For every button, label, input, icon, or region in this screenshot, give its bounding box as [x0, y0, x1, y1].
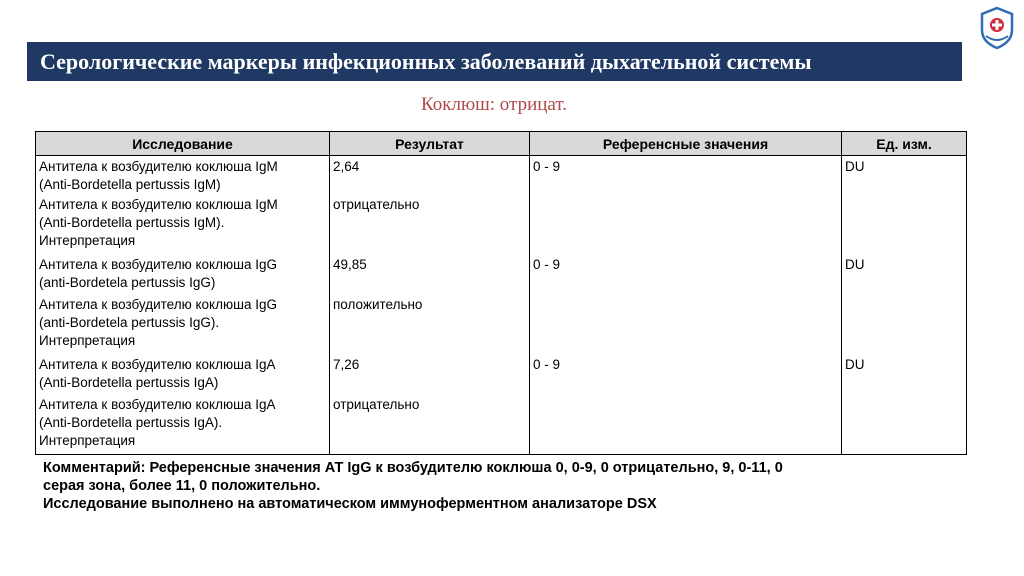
table-row [36, 394, 967, 455]
column-header-test: Исследование [36, 132, 330, 156]
result-cell: отрицательно [330, 194, 530, 254]
test-interpretation-label: Интерпретация [39, 333, 136, 348]
table-row [36, 294, 967, 354]
unit-cell [842, 194, 967, 254]
results-table [35, 131, 967, 455]
column-header-unit: Ед. изм. [842, 132, 967, 156]
test-name-latin: (Anti-Bordetella pertussis IgA). [39, 415, 223, 430]
result-cell: положительно [330, 294, 530, 354]
result-cell: 2,64 [330, 156, 530, 195]
column-header-result: Результат [330, 132, 530, 156]
reference-cell: 0 - 9 [530, 254, 842, 294]
clinic-logo-icon [978, 6, 1016, 50]
test-cell [36, 194, 330, 254]
test-name-latin: (Anti-Bordetella pertussis IgM). [39, 215, 225, 230]
table-row [36, 194, 967, 254]
reference-cell [530, 294, 842, 354]
test-name: Антитела к возбудителю коклюша IgM [39, 159, 278, 174]
test-cell [36, 254, 330, 294]
table-row [36, 156, 967, 195]
test-interpretation-label: Интерпретация [39, 233, 136, 248]
test-interpretation-label: Интерпретация [39, 433, 136, 448]
test-name: Антитела к возбудителю коклюша IgA [39, 397, 276, 412]
test-name: Антитела к возбудителю коклюша IgA [39, 357, 276, 372]
reference-cell [530, 394, 842, 455]
test-cell [36, 156, 330, 195]
comment-line: Комментарий: Референсные значения АТ IgG к возбудителю коклюша 0, 0-9, 0 отрицательно, 9, 0-11, 0 [43, 460, 783, 476]
reference-cell: 0 - 9 [530, 354, 842, 394]
test-name: Антитела к возбудителю коклюша IgG [39, 297, 277, 312]
comment-block [43, 459, 973, 513]
test-name-latin: (anti-Bordetela pertussis IgG) [39, 275, 216, 290]
unit-cell [842, 294, 967, 354]
analyzer-note: Исследование выполнено на автоматическом иммуноферментном анализаторе DSX [43, 496, 657, 512]
column-header-reference: Референсные значения [530, 132, 842, 156]
reference-cell: 0 - 9 [530, 156, 842, 195]
result-cell: 7,26 [330, 354, 530, 394]
test-cell [36, 354, 330, 394]
unit-cell: DU [842, 156, 967, 195]
test-name-latin: (anti-Bordetela pertussis IgG). [39, 315, 220, 330]
unit-cell: DU [842, 254, 967, 294]
unit-cell: DU [842, 354, 967, 394]
result-cell: 49,85 [330, 254, 530, 294]
test-cell [36, 394, 330, 455]
table-row [36, 254, 967, 294]
result-cell: отрицательно [330, 394, 530, 455]
test-name-latin: (Anti-Bordetella pertussis IgM) [39, 177, 221, 192]
test-name: Антитела к возбудителю коклюша IgM [39, 197, 278, 212]
diagnosis-subtitle: Коклюш: отрицат. [421, 94, 567, 115]
test-name: Антитела к возбудителю коклюша IgG [39, 257, 277, 272]
table-header-row [36, 132, 967, 156]
page-title: Серологические маркеры инфекционных заболеваний дыхательной системы [27, 42, 962, 81]
reference-cell [530, 194, 842, 254]
test-cell [36, 294, 330, 354]
unit-cell [842, 394, 967, 455]
table-row [36, 354, 967, 394]
test-name-latin: (Anti-Bordetella pertussis IgA) [39, 375, 219, 390]
comment-line: серая зона, более 11, 0 положительно. [43, 478, 321, 494]
